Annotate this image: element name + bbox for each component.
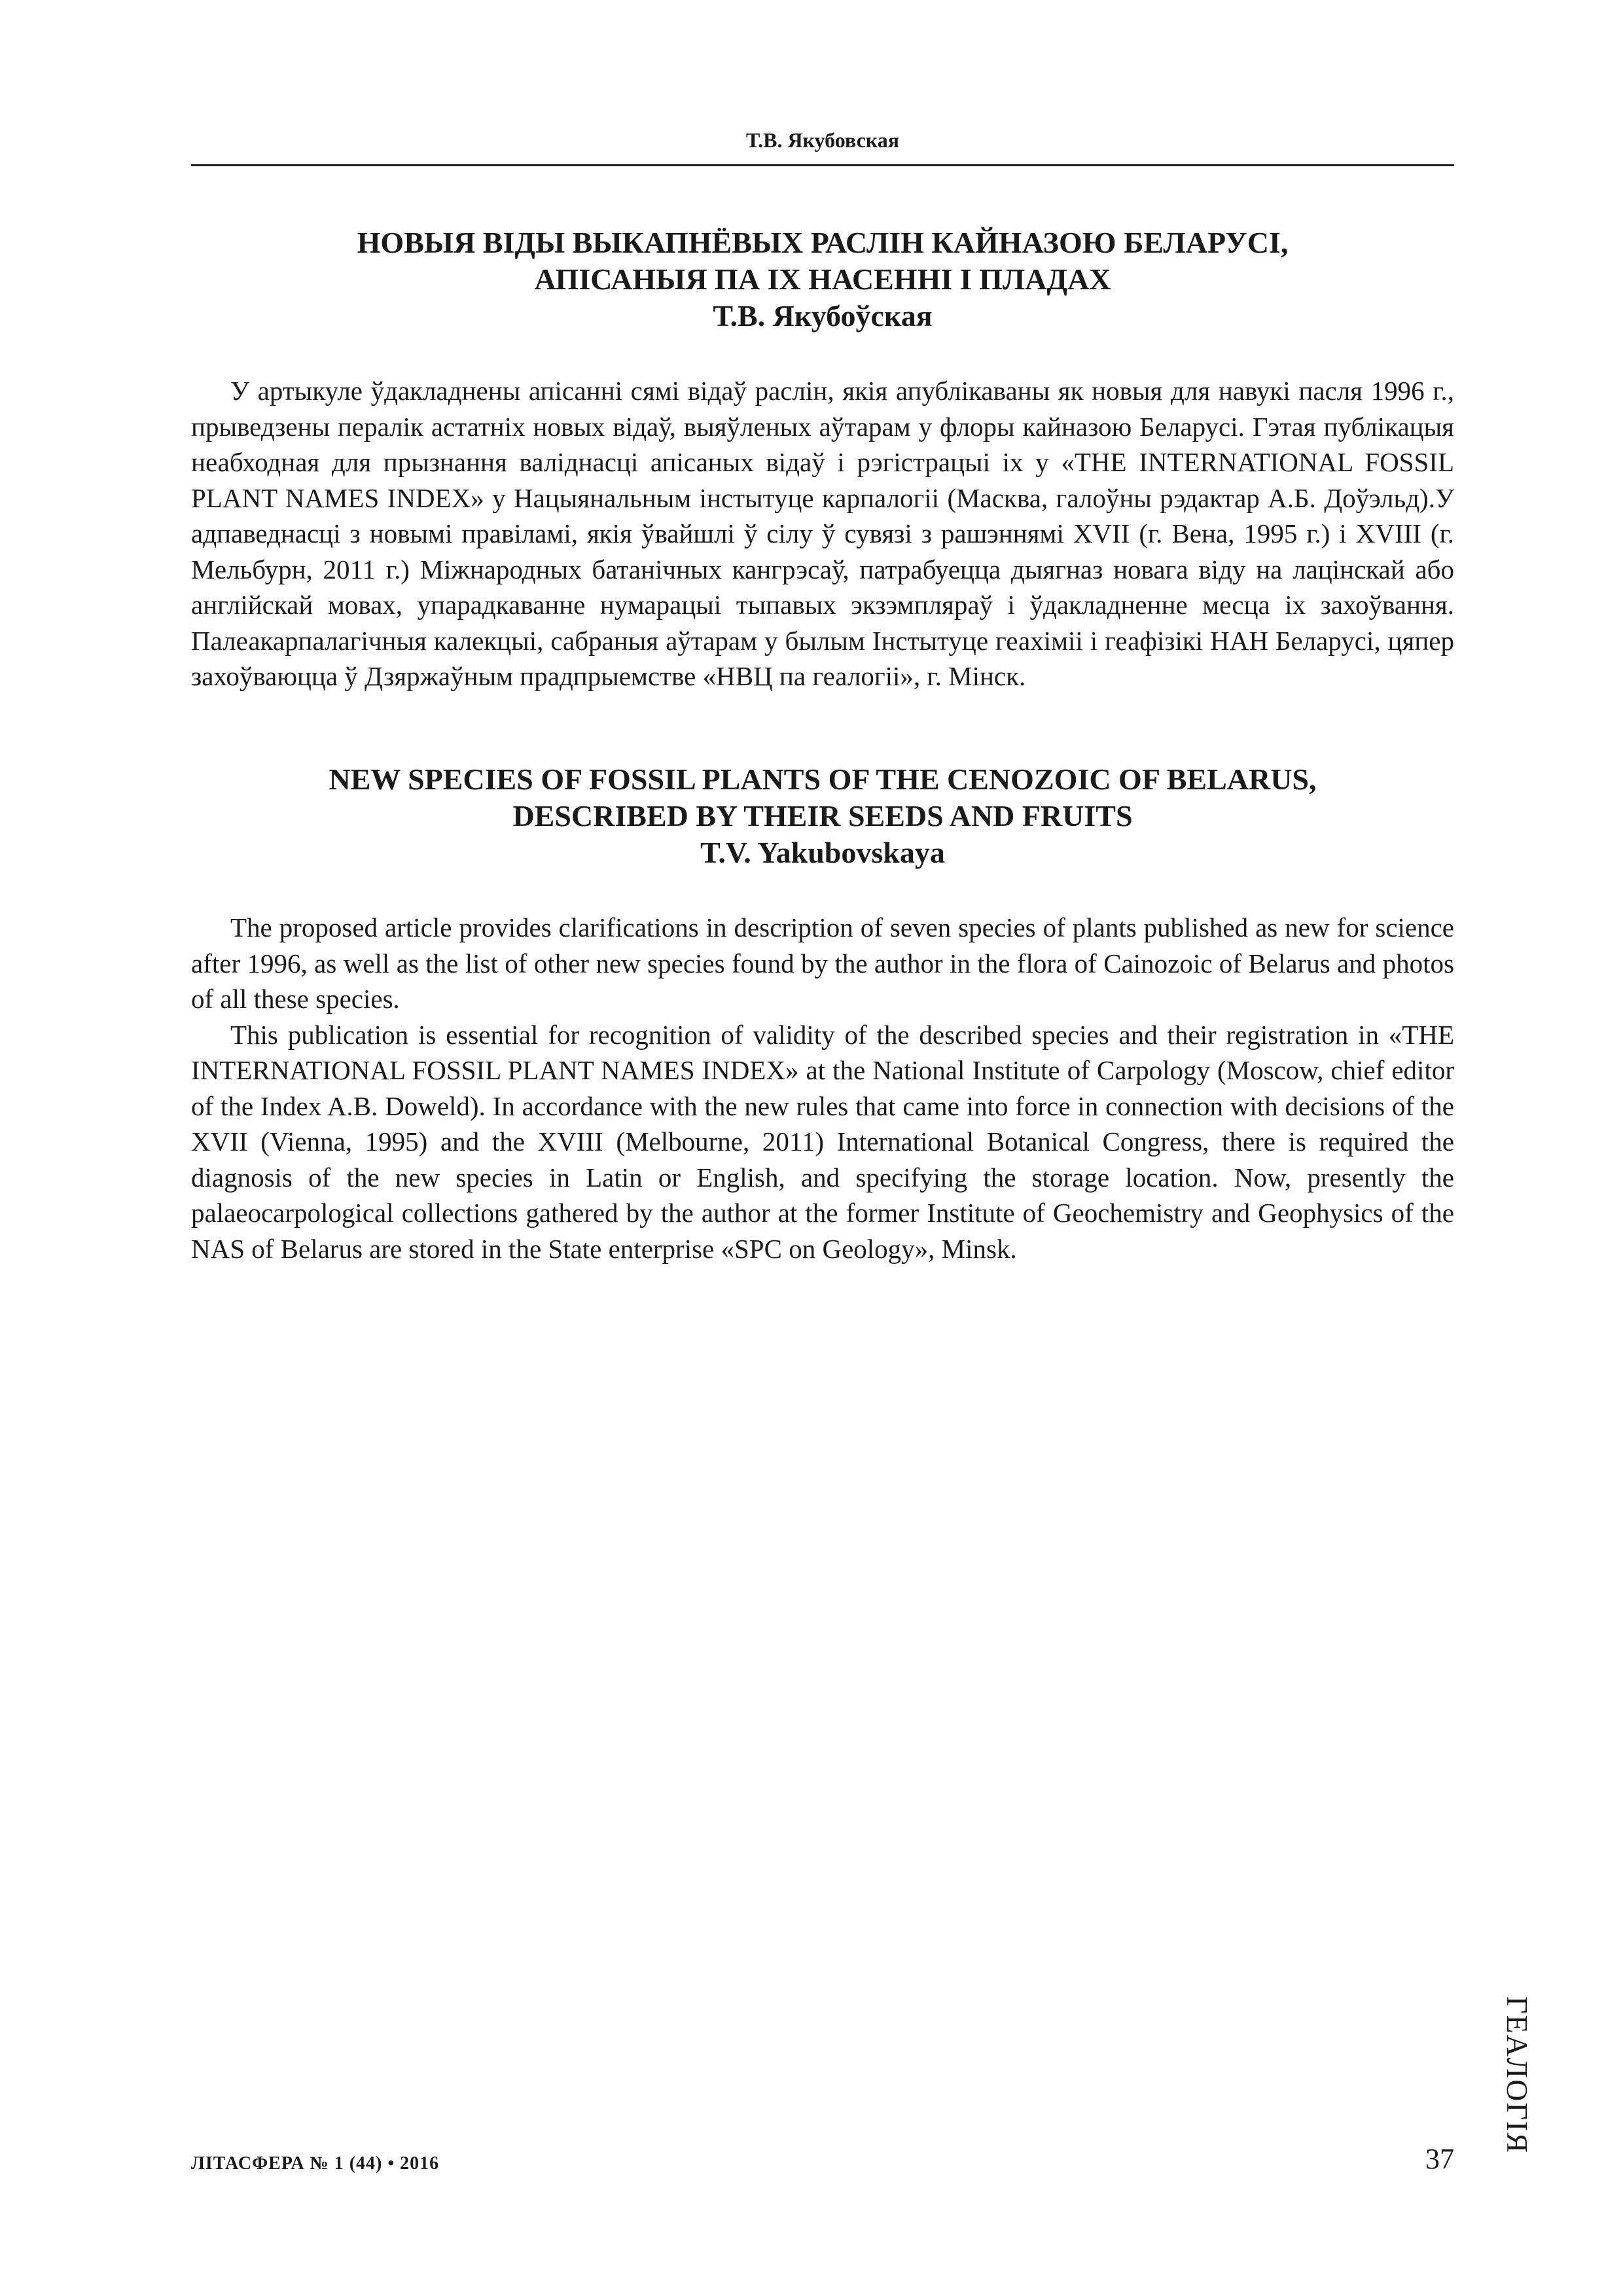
en-title-line-1: NEW SPECIES OF FOSSIL PLANTS OF THE CENOZOIC OF BELARUS,: [329, 762, 1317, 796]
en-abstract: [191, 910, 1454, 1266]
en-title-line-2: DESCRIBED BY THEIR SEEDS AND FRUITS: [512, 799, 1133, 833]
section-tab: ГЕАЛОГІЯ: [1501, 1996, 1534, 2154]
header-rule: [191, 164, 1454, 166]
running-head: Т.В. Якубовская: [745, 128, 900, 152]
page-number: 37: [1425, 2143, 1454, 2175]
by-title-line-1: НОВЫЯ ВІДЫ ВЫКАПНЁВЫХ РАСЛІН КАЙНАЗОЮ БЕЛАРУСІ,: [357, 226, 1289, 259]
by-author: Т.В. Якубоўская: [713, 299, 933, 332]
by-title-line-2: АПІСАНЫЯ ПА ІХ НАСЕННІ І ПЛАДАХ: [534, 262, 1111, 296]
en-abstract-paragraph-2: This publication is essential for recognition of validity of the described species and their registration in «THE INTERNATIONAL FOSSIL PLANT NAMES INDEX» at the National Institute of Carpology (Moscow, chief editor of the Index A.B. Doweld). In accordance with the new rules that came into force in connection with decisions of the XVII (Vienna, 1995) and the XVIII (Melbourne, 2011) International Botanical Congress, there is required the diagnosis of the new species in Latin or English, and specifying the storage location. Now, presently the palaeocarpological collections gathered by the author at the former Institute of Geochemistry and Geophysics of the NAS of Belarus are stored in the State enterprise «SPC on Geology», Minsk.: [191, 1019, 1454, 1264]
en-abstract-paragraph-1: The proposed article provides clarifications in description of seven species of plants published as new for science after 1996, as well as the list of other new species found by the author in the flora of Cainozoic of Belarus and photos of all these species.: [191, 912, 1454, 1014]
journal-footer: ЛІТАСФЕРА № 1 (44) • 2016: [191, 2153, 440, 2174]
by-abstract: [191, 373, 1454, 694]
en-author: T.V. Yakubovskaya: [700, 836, 945, 869]
by-abstract-paragraph: У артыкуле ўдакладнены апісанні сямі відаў раслін, якія апублікаваны як новыя для навукі пасля 1996 г., прыведзены пералік астатніх новых відаў, выяўленых аўтарам у флоры кайназою Беларусі. Гэтая публікацыя неабходная для прызнання валіднасці апісаных відаў і рэгістрацыі іх у «THE INTERNATIONAL FOSSIL PLANT NAMES INDEX» у Нацыянальным інстытуце карпалогіі (Масква, галоўны рэдактар А.Б. Доўэльд).У адпаведнасці з новымі правіламі, якія ўвайшлі ў сілу ў сувязі з рашэннямі XVII (г. Вена, 1995 г.) і XVIII (г. Мельбурн, 2011 г.) Міжнародных батанічных кангрэсаў, патрабуецца дыягназ новага віду на лацінскай або англійскай мовах, упарадкаванне нумарацыі тыпавых экзэмпляраў і ўдакладненне месца іх захоўвання. Палеакарпалагічныя калекцыі, сабраныя аўтарам у былым Інстытуце геахіміі і геафізікі НАН Беларусі, цяпер захоўваюцца ў Дзяржаўным прадпрыемстве «НВЦ па геалогіі», г. Мінск.: [191, 376, 1454, 691]
en-title-block: [191, 761, 1454, 871]
by-title-block: [191, 224, 1454, 334]
